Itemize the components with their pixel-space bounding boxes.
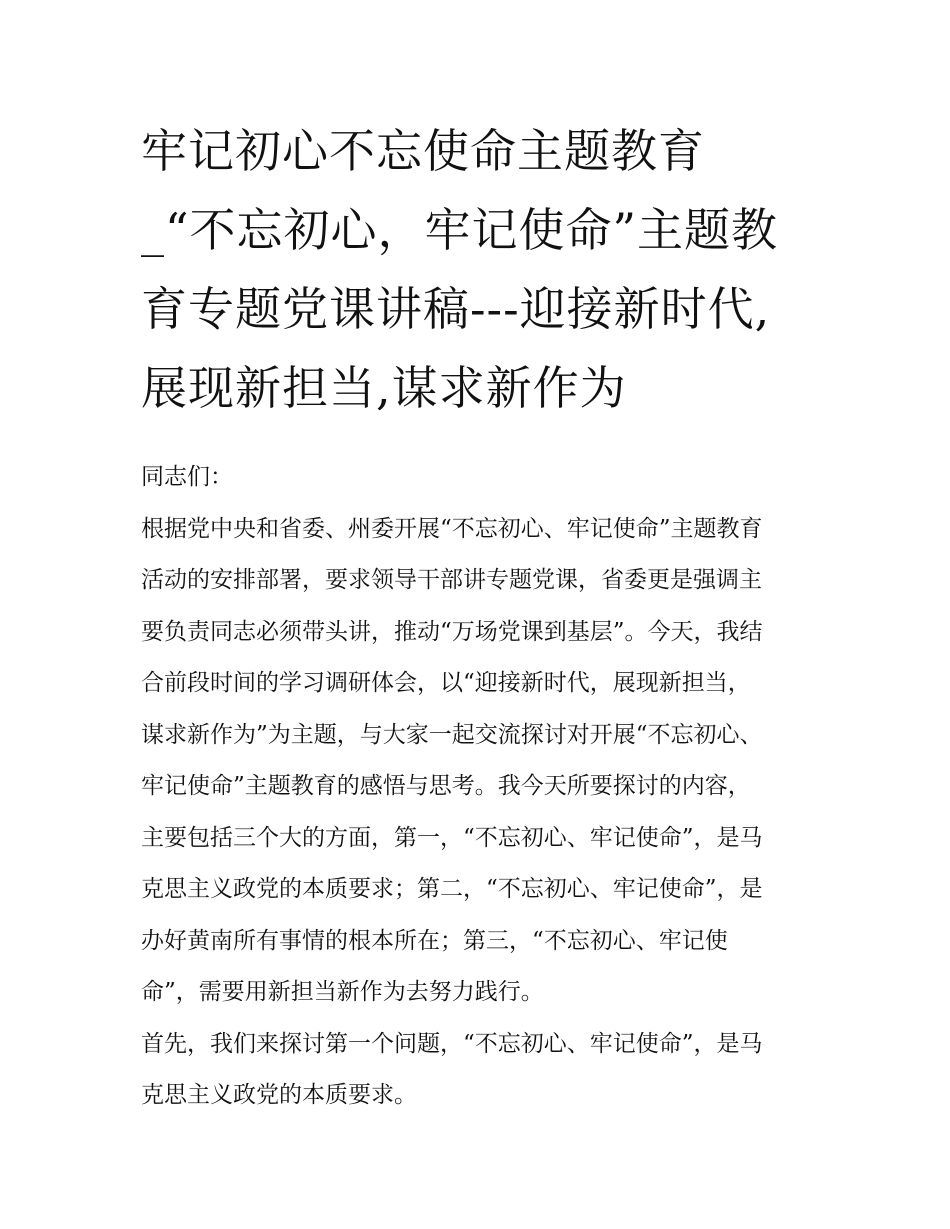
paragraph-2 [141,1019,821,1122]
salutation: 同志们： [141,464,233,490]
paragraph-line: 首先，我们来探讨第一个问题，“不忘初心、牢记使命”，是马 [141,1030,763,1057]
paragraph-line: 合前段时间的学习调研体会，以“迎接新时代，展现新担当， [141,670,751,696]
paragraph-line: 牢记使命”主题教育的感悟与思考。我今天所要探讨的内容， [141,773,751,799]
document-title [141,112,821,428]
document-body [141,452,821,1122]
paragraph-line: 谋求新作为”为主题，与大家一起交流探讨对开展“不忘初心、 [141,721,763,748]
paragraph-1 [141,504,821,1019]
paragraph-line: 活动的安排部署，要求领导干部讲专题党课，省委更是强调主 [141,567,762,593]
paragraph-line: 要负责同志必须带头讲，推动“万场党课到基层”。今天，我结 [141,618,763,645]
paragraph-line: 根据党中央和省委、州委开展“不忘初心、牢记使命”主题教育 [141,515,763,542]
document-page [141,112,821,1122]
paragraph-line: 办好黄南所有事情的根本所在；第三，“不忘初心、牢记使 [141,927,728,954]
paragraph-line: 克思主义政党的本质要求；第二，“不忘初心、牢记使命”，是 [141,876,763,902]
title-line: 牢记初心不忘使命主题教育 [141,124,705,178]
paragraph-line: 命”，需要用新担当新作为去努力践行。 [141,979,544,1005]
paragraph-line: 克思主义政党的本质要求。 [141,1082,417,1108]
title-line: _“不忘初心，牢记使命”主题教 [141,203,779,257]
paragraph-line: 主要包括三个大的方面，第一，“不忘初心、牢记使命”，是马 [141,824,763,851]
title-line: 育专题党课讲稿---迎接新时代, [141,282,771,336]
title-line: 展现新担当,谋求新作为 [141,361,627,415]
